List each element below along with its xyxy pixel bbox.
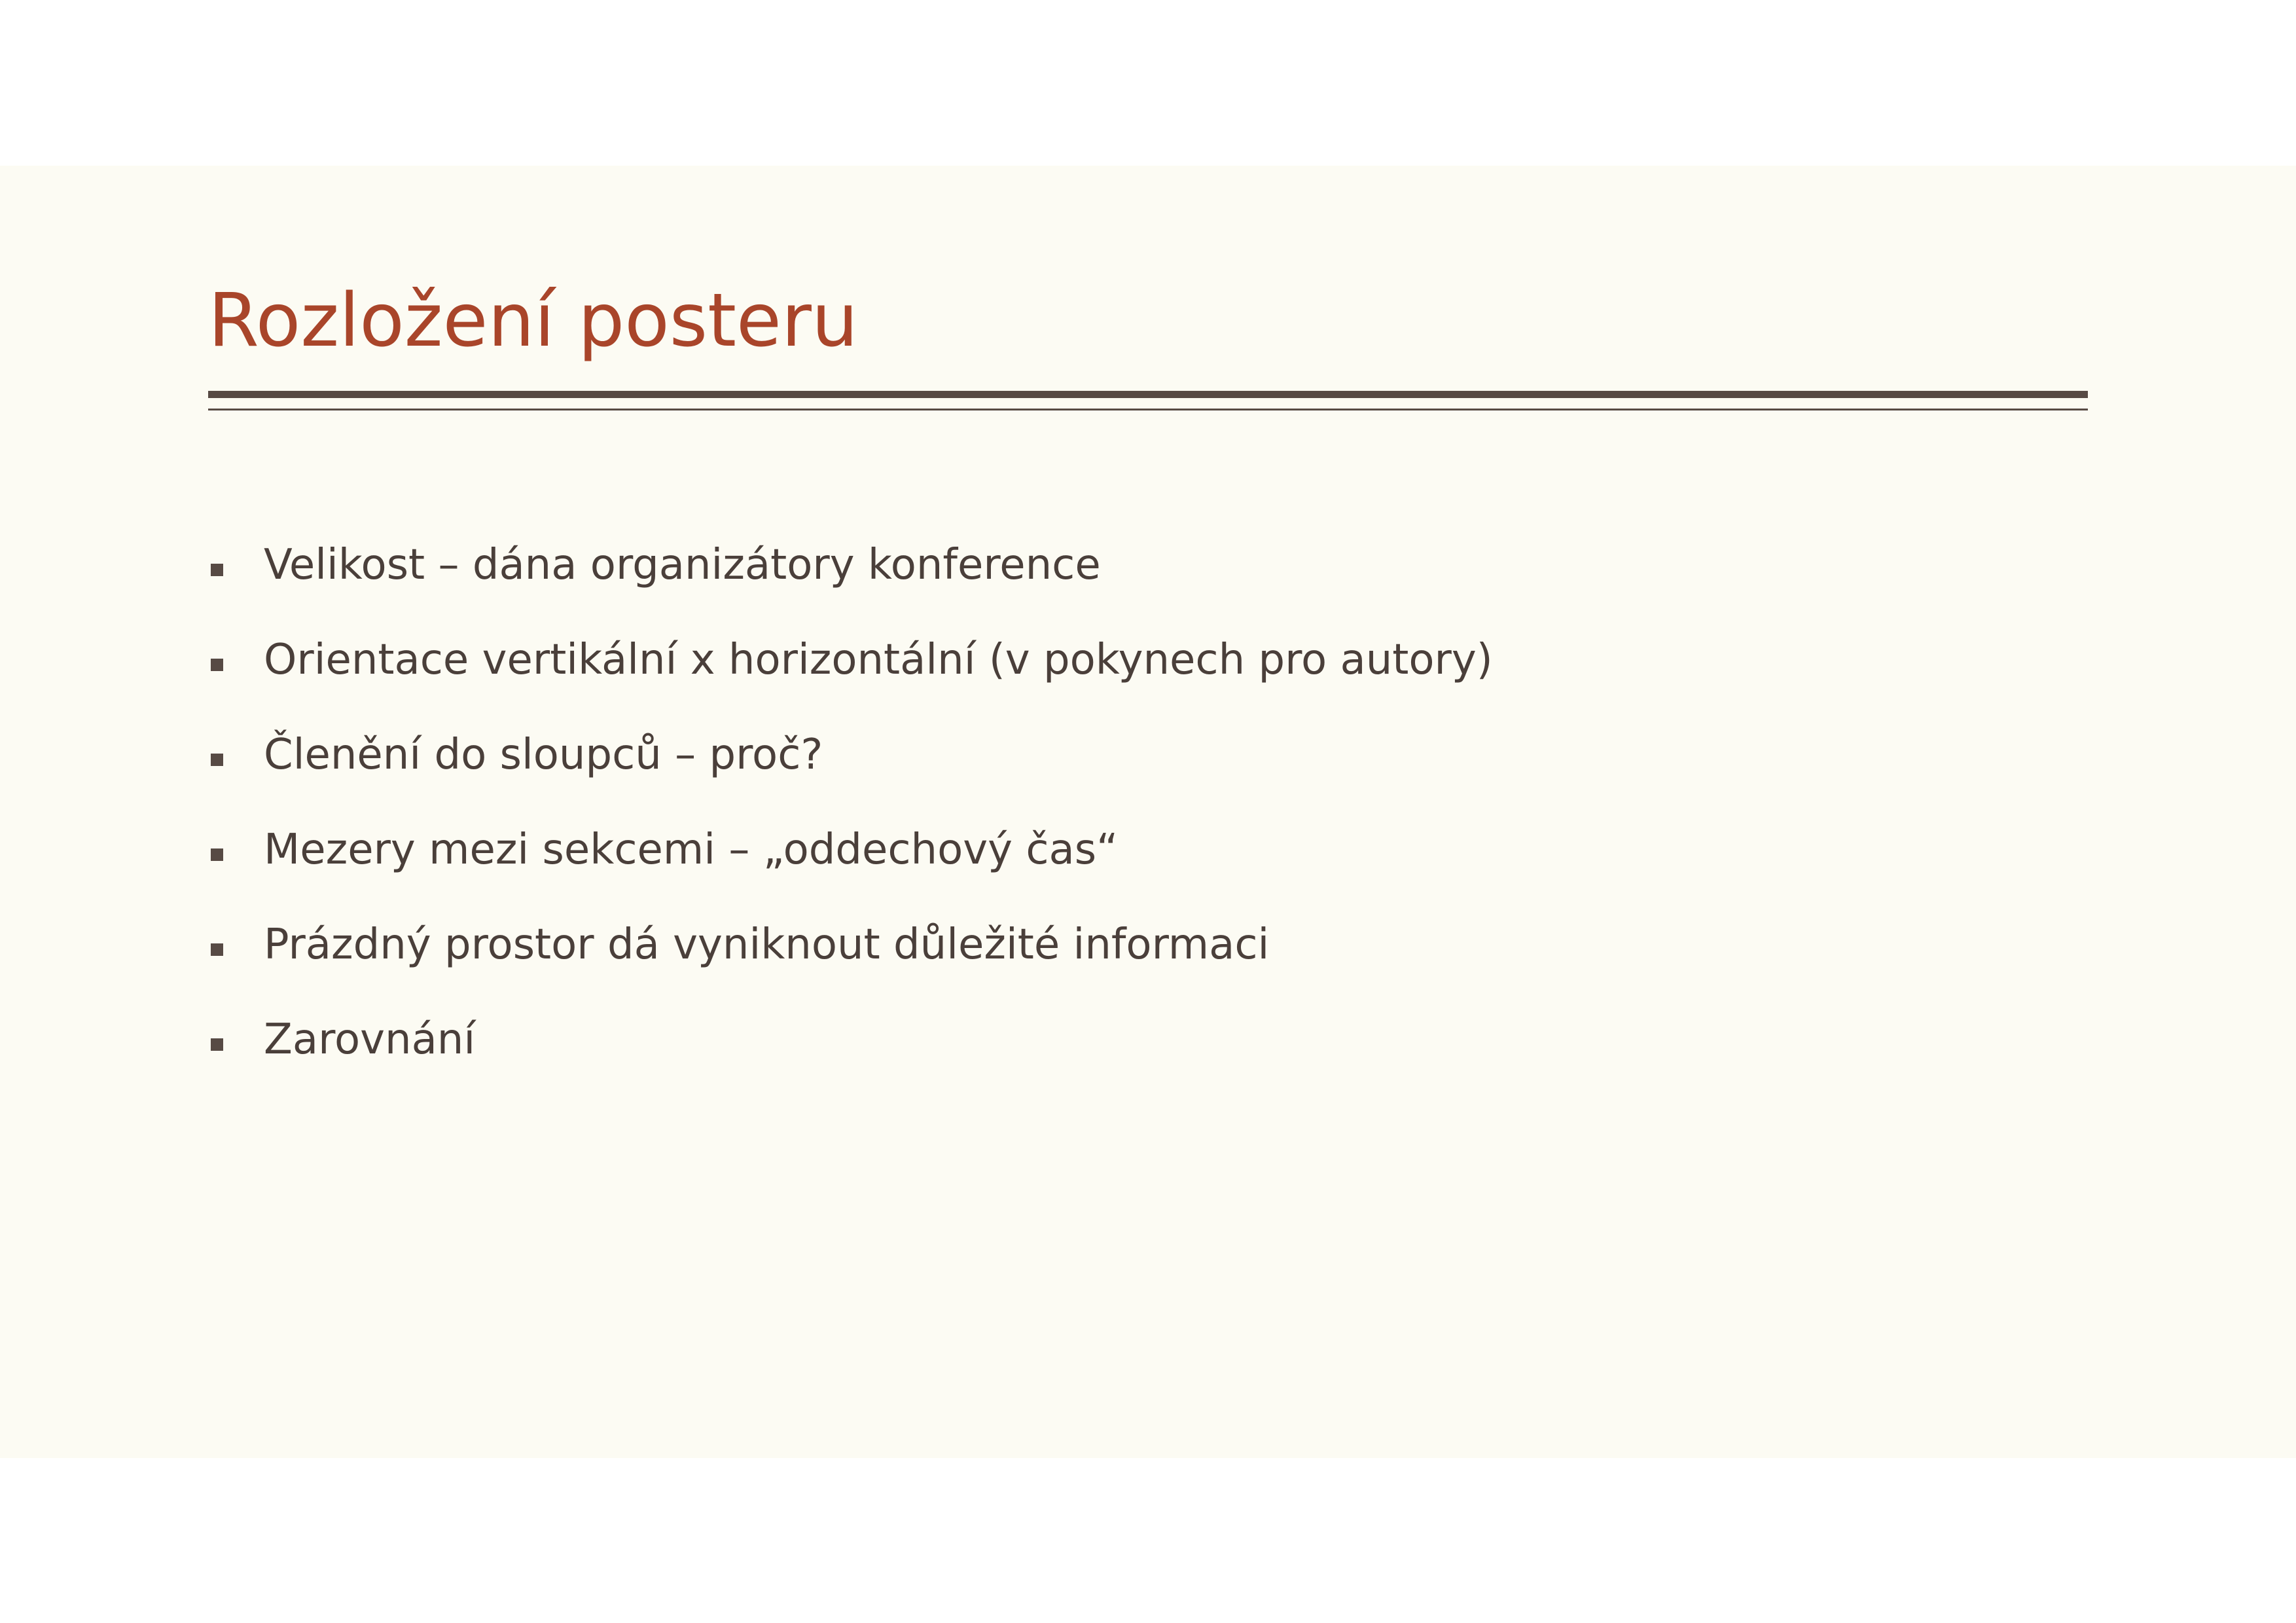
slide	[0, 166, 2296, 1458]
bullet-text: Prázdný prostor dá vyniknout důležité informaci	[264, 921, 1270, 969]
bullet-text: Zarovnání	[264, 1015, 476, 1064]
bullet-item	[208, 731, 1493, 829]
bullet-text: Mezery mezi sekcemi – „oddechový čas“	[264, 826, 1119, 874]
bullet-list	[208, 541, 1493, 1114]
square-bullet-icon	[211, 564, 223, 576]
square-bullet-icon	[211, 1038, 223, 1051]
bullet-item	[208, 921, 1493, 1019]
bullet-item	[208, 636, 1493, 734]
slide-title: Rozložení posteru	[208, 278, 858, 363]
bullet-item	[208, 1015, 1493, 1114]
bullet-item	[208, 826, 1493, 924]
bullet-item	[208, 541, 1493, 639]
square-bullet-icon	[211, 754, 223, 766]
bullet-text: Členění do sloupců – proč?	[264, 731, 823, 779]
title-underline-thick	[208, 391, 2088, 398]
square-bullet-icon	[211, 848, 223, 861]
bullet-text: Orientace vertikální x horizontální (v pokynech pro autory)	[264, 636, 1493, 684]
title-underline-thin	[208, 409, 2088, 410]
square-bullet-icon	[211, 659, 223, 671]
square-bullet-icon	[211, 943, 223, 956]
bullet-text: Velikost – dána organizátory konference	[264, 541, 1101, 589]
